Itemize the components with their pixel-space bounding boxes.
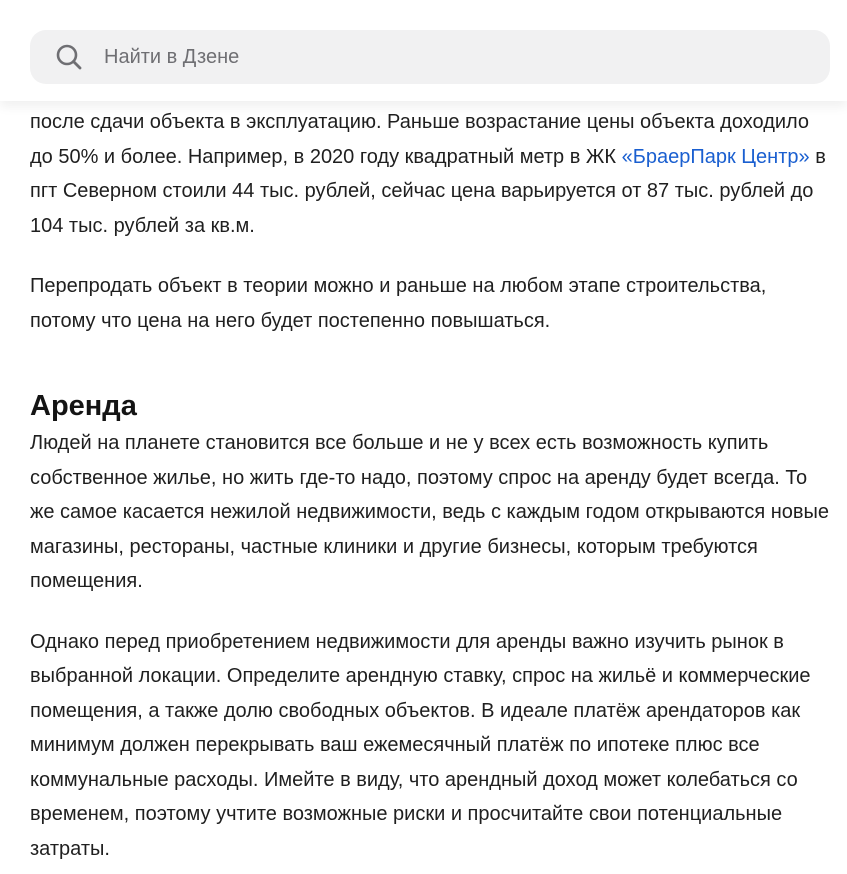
- paragraph: Перепродать объект в теории можно и раньше на любом этапе строительства, потому что цена на него будет постепенно повышаться.: [30, 275, 767, 332]
- complex-link[interactable]: «БраерПарк Центр»: [621, 145, 810, 168]
- paragraph-text: в пгт Северном стоили 44 тыс. рублей, сейчас цена варьируется от 87 тыс. рублей до 104 тыс. рублей за кв.м.: [30, 145, 826, 237]
- section-heading: Аренда: [30, 390, 137, 422]
- paragraph: Однако перед приобретением недвижимости для аренды важно изучить рынок в выбранной локации. Определите арендную ставку, спрос на жильё и коммерческие помещения, а также долю свободных объектов. В идеале платёж арендаторов как минимум должен перекрывать ваш ежемесячный платёж по ипотеке плюс все коммунальные расходы. Имейте в виду, что арендный доход может колебаться со временем, поэтому учтите возможные риски и просчитайте свои потенциальные затраты.: [30, 630, 811, 860]
- search-icon: [54, 42, 84, 72]
- paragraph-text: после сдачи объекта в эксплуатацию. Раньше возрастание цены объекта доходило до 50% и более. Например, в 2020 году квадратный метр в ЖК: [30, 111, 810, 168]
- search-placeholder: Найти в Дзене: [104, 45, 240, 68]
- search-input[interactable]: [30, 30, 830, 84]
- top-header: [0, 0, 847, 101]
- article-body: [30, 105, 830, 866]
- paragraph: [30, 105, 830, 243]
- paragraph: Людей на планете становится все больше и не у всех есть возможность купить собственное жилье, но жить где-то надо, поэтому спрос на аренду будет всегда. То же самое касается нежилой недвижимости, ведь с каждым годом открываются новые магазины, рестораны, частные клиники и другие бизнесы, которым требуются помещения.: [30, 432, 830, 592]
